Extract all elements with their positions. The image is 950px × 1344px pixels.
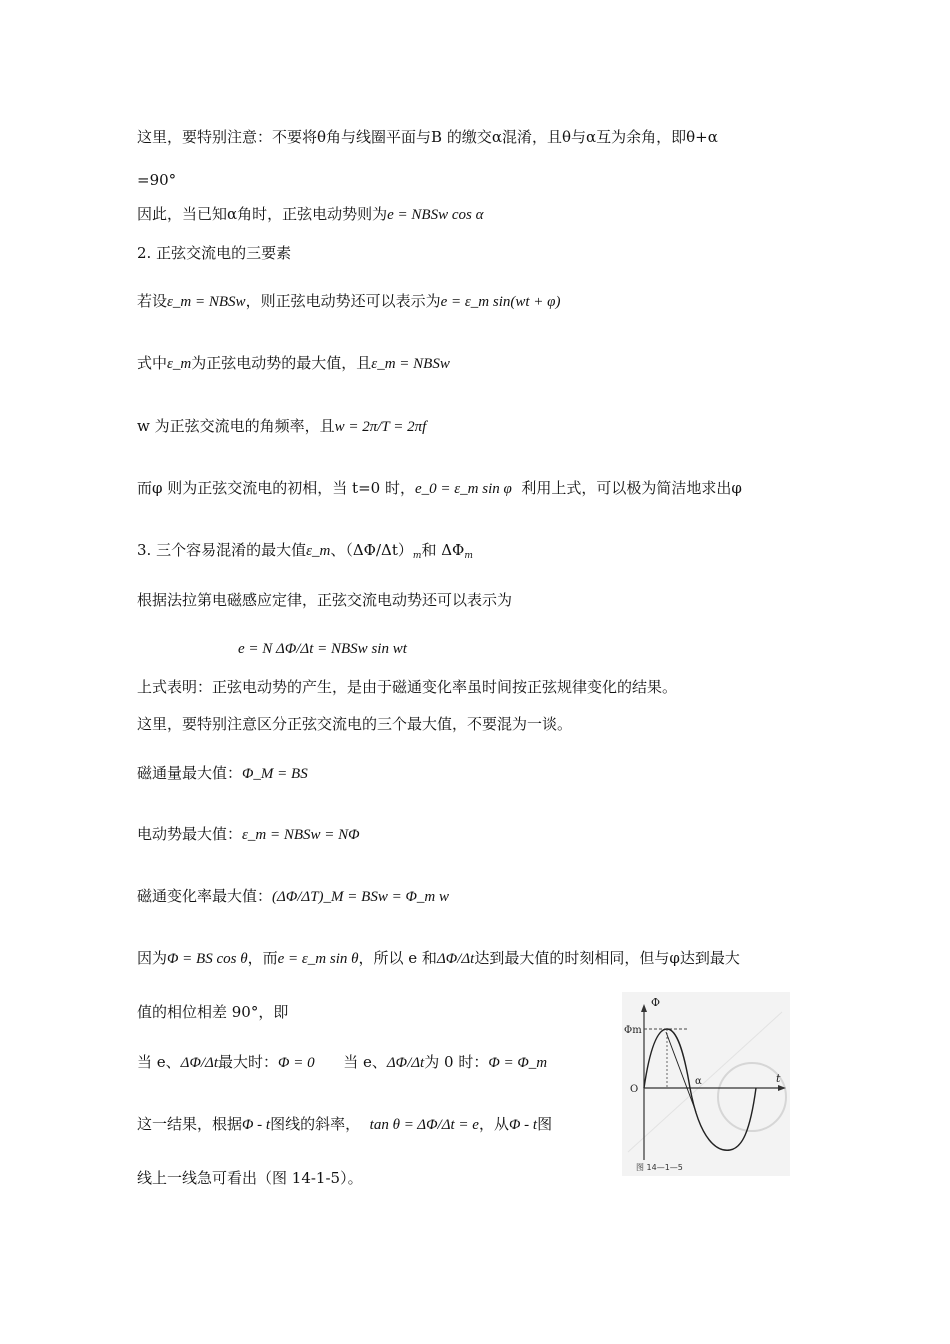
text-line — [137, 204, 483, 225]
formula-rate: 、（ΔΦ/Δt） — [330, 541, 413, 559]
sentence-text: ，而 — [247, 949, 278, 967]
sentence-text: 而φ 则为正弦交流电的初相，当 t=0 时， — [137, 479, 415, 497]
text-line — [137, 714, 572, 734]
text-line — [137, 948, 740, 969]
label-rate-max: 磁通变化率最大值： — [137, 887, 273, 905]
formula-e0: e_0 = ε_m sin φ — [414, 481, 512, 497]
sentence-text: ，所以 e 和 — [358, 949, 437, 967]
label-emf-max: 电动势最大值： — [137, 825, 243, 843]
formula-line — [238, 638, 407, 659]
sentence-text: 最大时： — [218, 1053, 279, 1071]
formula-tan: tan θ = ΔΦ/Δt = e — [369, 1117, 479, 1133]
text-line — [137, 291, 560, 312]
sentence-text: 达到最大值的时刻相同，但与φ达到最大 — [474, 949, 740, 967]
sentence-text: 当 e、 — [137, 1053, 181, 1071]
sentence-note-angle: 这里，要特别注意：不要将θ角与线圈平面与B 的缴交α混淆，且θ与α互为余角，即θ+α — [137, 128, 718, 146]
text-line — [137, 1114, 552, 1135]
sentence-text: 图线的斜率， — [270, 1115, 361, 1133]
text-line — [137, 824, 360, 845]
text-line — [137, 886, 449, 907]
formula-em: ε_m — [306, 543, 331, 559]
sentence-text: 线上一线急可看出（图 14-1-5）。 — [137, 1169, 363, 1187]
formula-phi-zero: Φ = 0 — [278, 1055, 315, 1071]
heading-three-max: 3. 三个容易混淆的最大值 — [137, 541, 307, 559]
text-line — [137, 1052, 547, 1073]
formula-phi-t: Φ - t — [508, 1117, 538, 1133]
formula-em-value: ε_m = NBSw — [371, 356, 450, 372]
section-heading — [137, 243, 291, 263]
text-line — [137, 763, 308, 784]
formula-rate-max: (ΔΦ/ΔT)_M = BSw = Φ_m w — [272, 889, 449, 905]
sentence-text: 图 — [537, 1115, 553, 1133]
sentence-text: 因为 — [137, 949, 168, 967]
figure-background — [622, 992, 790, 1176]
figure-phi-t-graph — [622, 992, 790, 1176]
text-line — [137, 353, 450, 374]
sentence-90deg: =90° — [137, 171, 177, 189]
formula-phi-max: Φ = Φ_m — [488, 1055, 548, 1071]
formula-e-cos: e = NBSw cos α — [387, 207, 484, 223]
t-axis-label: t — [776, 1072, 781, 1085]
sentence-text: 这里，要特别注意区分正弦交流电的三个最大值，不要混为一谈。 — [137, 715, 573, 733]
text-line — [137, 478, 742, 499]
formula-delta-phi: 和 ΔΦ — [421, 541, 465, 559]
formula-flux-max: Φ_M = BS — [242, 766, 308, 782]
sentence-text: 为 0 时： — [424, 1053, 489, 1071]
formula-phi-t: Φ - t — [242, 1117, 271, 1133]
formula-angular-frequency: w = 2π/T = 2πf — [334, 419, 427, 435]
sentence-text: ，从 — [478, 1115, 509, 1133]
formula-rate: ΔΦ/Δt — [386, 1055, 425, 1071]
formula-faraday: e = N ΔΦ/Δt = NBSw sin wt — [238, 641, 407, 657]
sentence-text: w 为正弦交流电的角频率，且 — [137, 417, 335, 435]
formula-em: ε_m — [167, 356, 192, 372]
sentence-text: 当 e、 — [343, 1053, 387, 1071]
text-line — [137, 127, 718, 147]
text-line — [137, 590, 512, 610]
heading-three-elements: 2. 正弦交流电的三要素 — [137, 244, 292, 262]
sentence-text: 上式表明：正弦电动势的产生，是由于磁通变化率虽时间按正弦规律变化的结果。 — [137, 678, 678, 696]
sentence-text: 因此，当已知α角时，正弦电动势则为 — [137, 205, 388, 223]
phi-axis-label: Φ — [651, 996, 661, 1009]
text-line — [137, 170, 176, 190]
subscript: m — [412, 551, 422, 561]
text-line — [137, 1002, 288, 1022]
phi-t-graph-svg — [622, 992, 790, 1176]
text-line — [137, 416, 426, 437]
figure-caption: 图 14—1—5 — [636, 1163, 683, 1172]
formula-e-sin: e = ε_m sin(wt + φ) — [440, 294, 561, 310]
formula-e-sin-theta: e = ε_m sin θ — [277, 951, 359, 967]
formula-phi-cos: Φ = BS cos θ — [167, 951, 248, 967]
sentence-text: ，则正弦电动势还可以表示为 — [245, 292, 441, 310]
sentence-faraday: 根据法拉第电磁感应定律，正弦交流电动势还可以表示为 — [137, 591, 513, 609]
origin-label: O — [630, 1084, 639, 1095]
text-line — [137, 1168, 363, 1188]
sentence-text: 这一结果，根据 — [137, 1115, 243, 1133]
formula-rate: ΔΦ/Δt — [436, 951, 475, 967]
sentence-text: 利用上式，可以极为简洁地求出φ — [521, 479, 742, 497]
alpha-label: α — [695, 1076, 702, 1087]
sentence-text: 式中 — [137, 354, 168, 372]
sentence-text: 为正弦电动势的最大值，且 — [191, 354, 372, 372]
sentence-text: 若设 — [137, 292, 168, 310]
section-heading — [137, 540, 473, 566]
formula-em: ε_m = NBSw — [167, 294, 246, 310]
sentence-phase: 值的相位相差 90°，即 — [137, 1003, 289, 1021]
text-line — [137, 677, 677, 697]
phim-label: Φm — [624, 1025, 642, 1036]
subscript: m — [464, 551, 473, 561]
label-flux-max: 磁通量最大值： — [137, 764, 243, 782]
formula-rate: ΔΦ/Δt — [180, 1055, 219, 1071]
formula-emf-max: ε_m = NBSw = NΦ — [242, 827, 360, 843]
